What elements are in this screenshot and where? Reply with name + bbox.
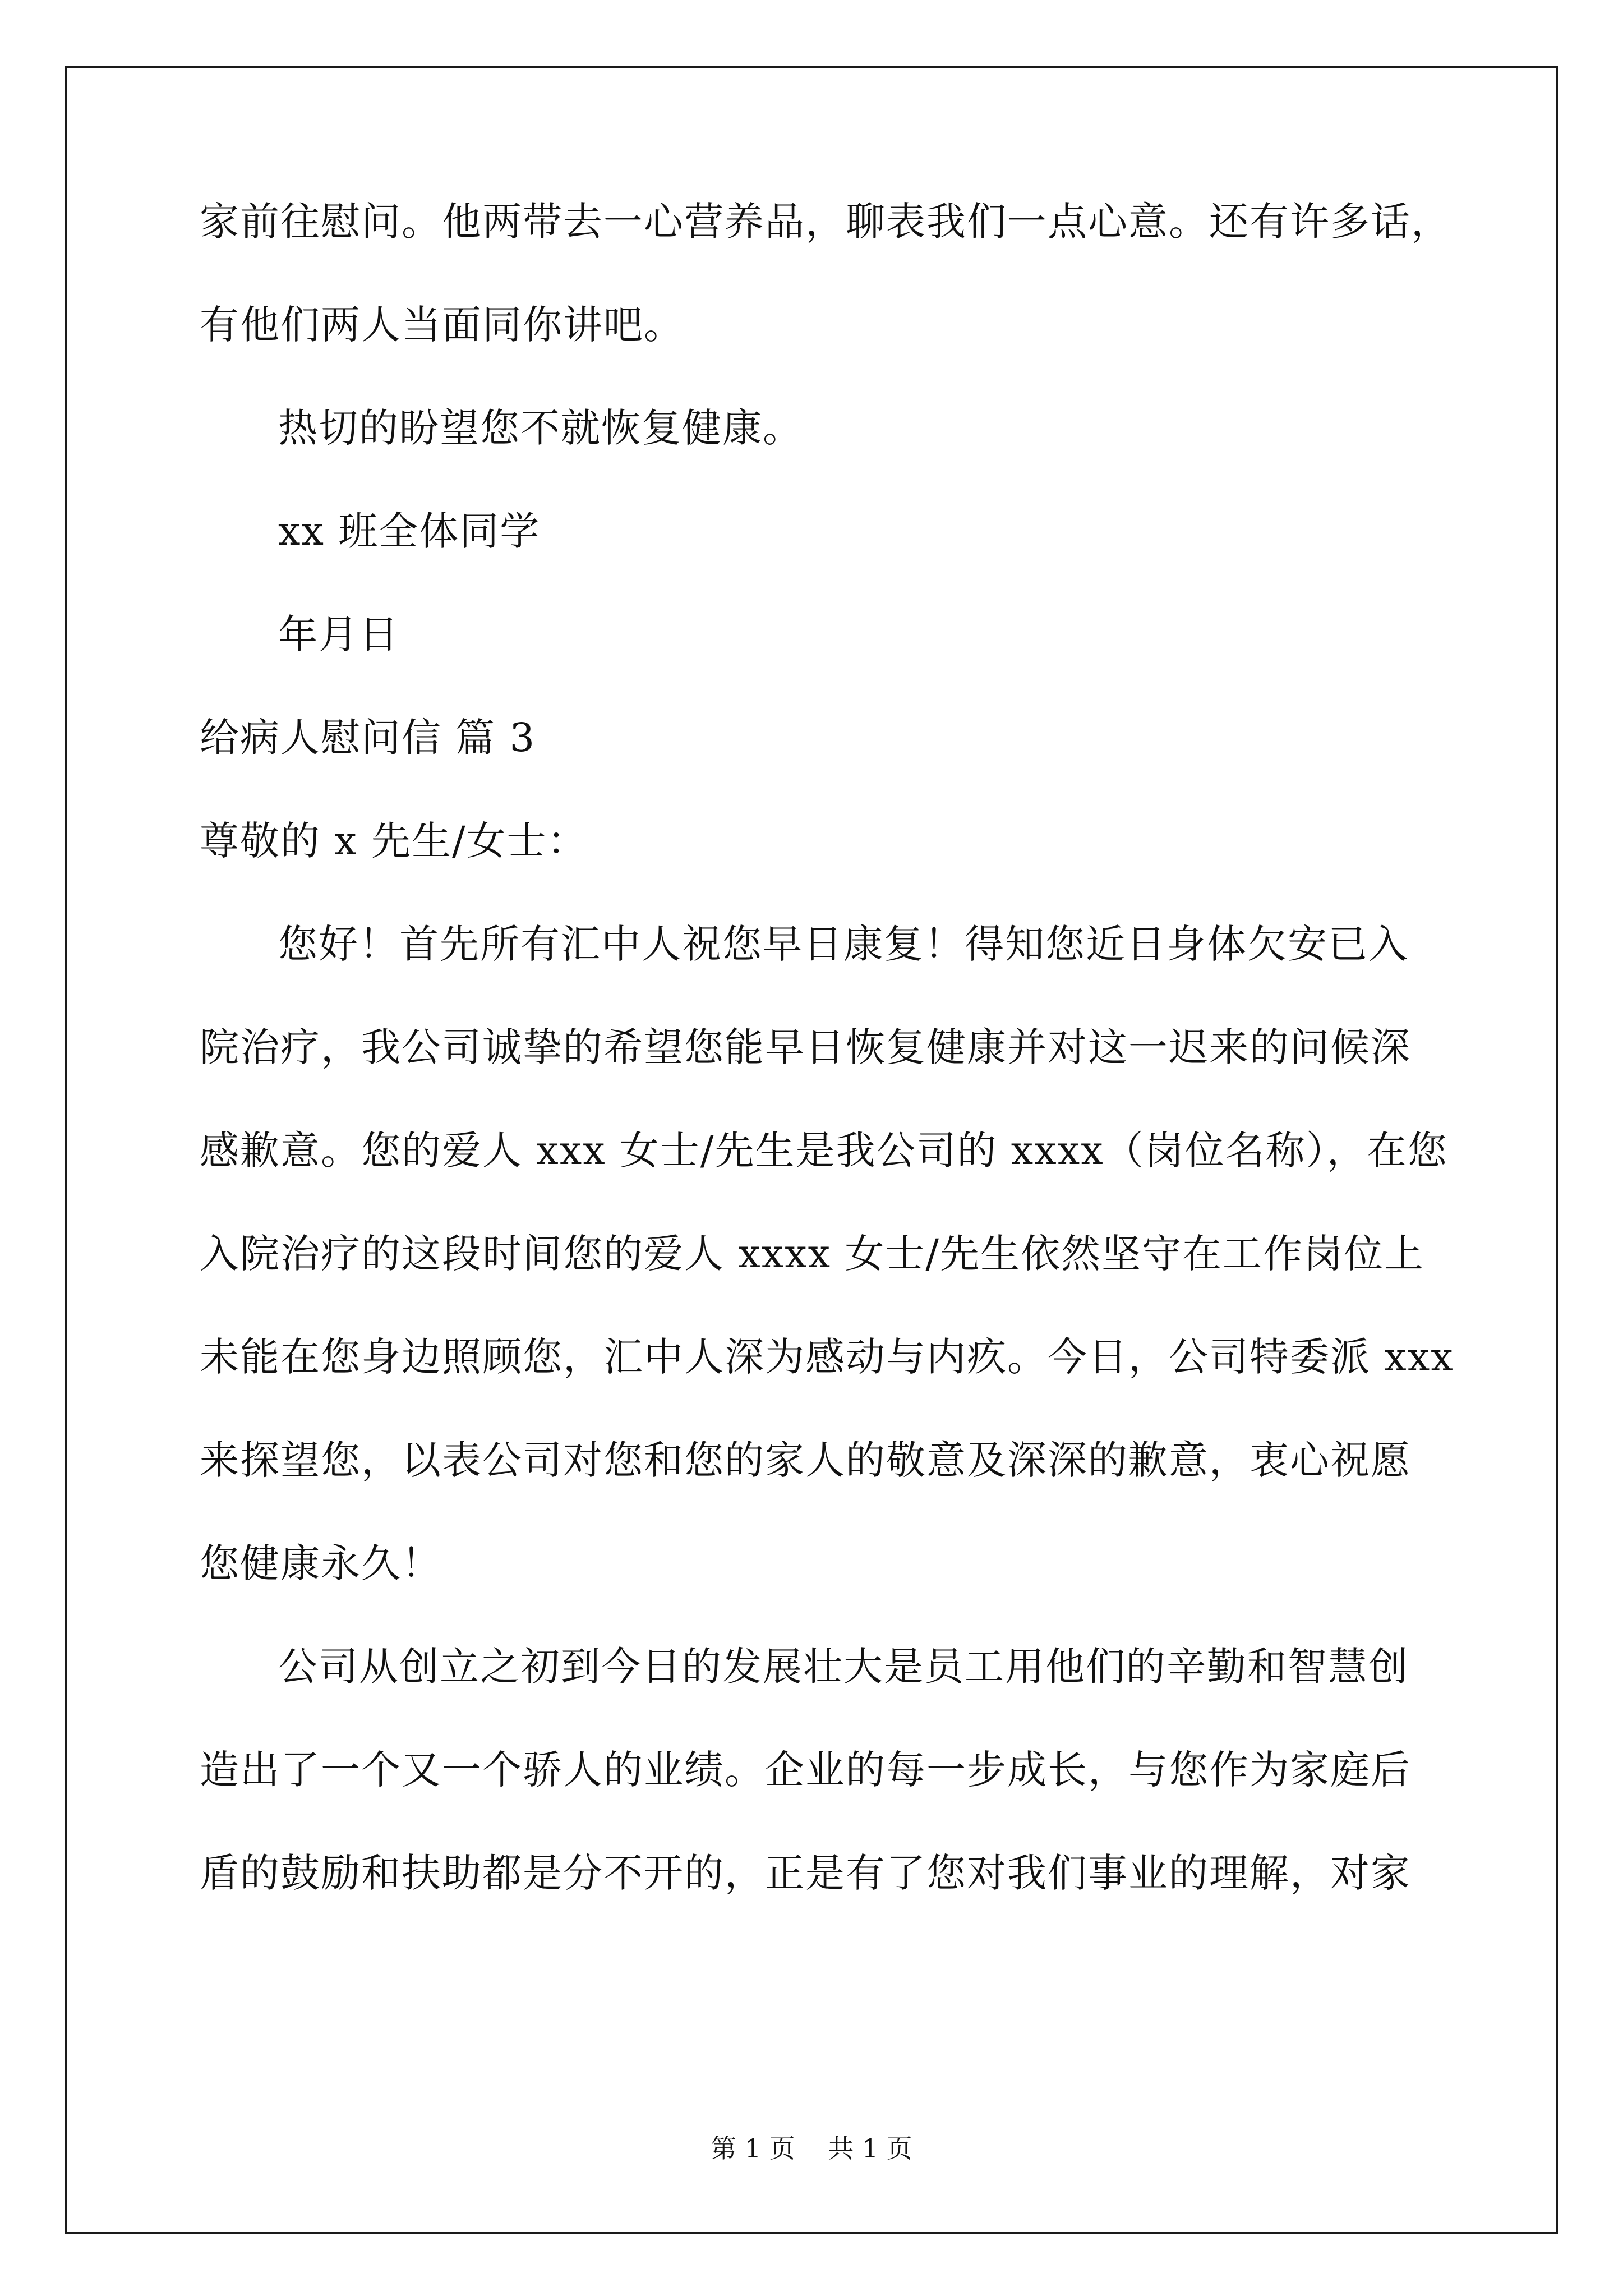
text-line: 年月日 bbox=[278, 611, 399, 657]
text-line: 入院治疗的这段时间您的爱人 xxxx 女士/先生依然坚守在工作岗位上 bbox=[200, 1231, 1424, 1277]
text-line: 未能在您身边照顾您，汇中人深为感动与内疚。今日，公司特委派 xxx bbox=[200, 1334, 1454, 1380]
section-heading: 给病人慰问信 篇 3 bbox=[200, 715, 536, 761]
salutation: 尊敬的 x 先生/女士： bbox=[200, 818, 588, 864]
text-line: 您健康永久！ bbox=[200, 1540, 442, 1586]
text-line: 院治疗，我公司诚挚的希望您能早日恢复健康并对这一迟来的问候深 bbox=[200, 1024, 1411, 1070]
text-line: xx 班全体同学 bbox=[278, 508, 541, 554]
text-line: 来探望您，以表公司对您和您的家人的敬意及深深的歉意，衷心祝愿 bbox=[200, 1437, 1411, 1483]
text-line: 有他们两人当面同你讲吧。 bbox=[200, 302, 684, 348]
text-line: 感歉意。您的爱人 xxx 女士/先生是我公司的 xxxx（岗位名称），在您 bbox=[200, 1128, 1448, 1174]
text-line: 热切的盼望您不就恢复健康。 bbox=[278, 405, 803, 451]
text-line: 公司从创立之初到今日的发展壮大是员工用他们的辛勤和智慧创 bbox=[278, 1644, 1409, 1690]
text-line: 盾的鼓励和扶助都是分不开的，正是有了您对我们事业的理解，对家 bbox=[200, 1850, 1411, 1896]
text-line: 家前往慰问。他两带去一心营养品，聊表我们一点心意。还有许多话， bbox=[200, 199, 1451, 245]
page-footer: 第 1 页 共 1 页 bbox=[711, 2133, 912, 2164]
text-line: 造出了一个又一个骄人的业绩。企业的每一步成长，与您作为家庭后 bbox=[200, 1747, 1411, 1793]
text-line: 您好！首先所有汇中人祝您早日康复！得知您近日身体欠安已入 bbox=[278, 921, 1409, 967]
